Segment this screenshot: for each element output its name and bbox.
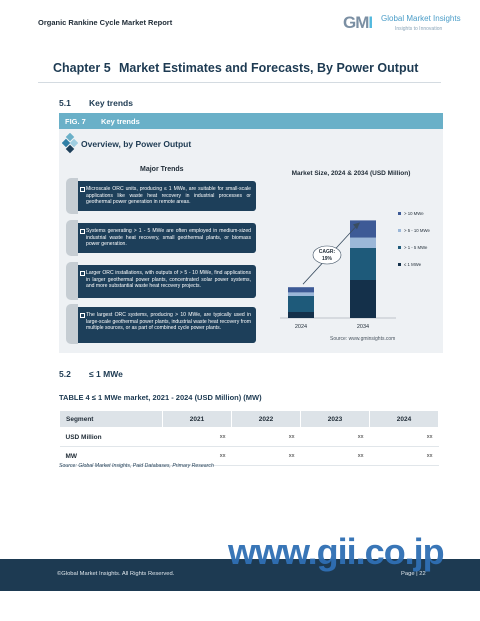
table-cell: USD Million (60, 428, 163, 447)
trend-tab (66, 178, 78, 214)
legend-swatch (398, 246, 401, 249)
trend-box: Microscale ORC units, producing ≤ 1 MWe, are suitable for small-scale applications like waste heat recovery in industrial processes or geothermal power generation in remote areas. (78, 181, 256, 211)
section-number: 5.1 (59, 98, 71, 108)
legend-label: ≤ 1 MWe (404, 262, 422, 267)
diamond-cluster-icon (62, 133, 78, 155)
trend-box: Larger ORC installations, with outputs of > 5 - 10 MWe, find applications in larger geothermal power plants, concentrated solar power systems, and more substantial waste heat recovery projects. (78, 265, 256, 298)
page-number: Page | 22 (401, 571, 426, 577)
copyright-text: ©Global Market Insights. All Rights Reserved. (57, 571, 175, 577)
table-cell: xx (301, 447, 370, 466)
section-title: Key trends (89, 98, 133, 108)
column-header: 2021 (163, 411, 232, 428)
x-tick-label: 2024 (294, 324, 308, 330)
trend-box: The largest ORC systems, producing > 10 MWe, are typically used in large-scale geothermal power plants, industrial waste heat recovery from multiple sources, or as part of combined cycle power plants. (78, 307, 256, 343)
logo-mark: GMI (343, 13, 373, 32)
chapter-heading (53, 61, 418, 75)
table-row (60, 428, 439, 447)
cagr-label: CAGR: (318, 249, 336, 255)
bar-segment (288, 296, 314, 312)
table-cell: xx (370, 428, 439, 447)
x-tick-label: 2034 (356, 324, 370, 330)
column-header: 2022 (232, 411, 301, 428)
overview-title: Overview, by Power Output (81, 139, 192, 149)
legend-label: > 10 MWe (404, 211, 424, 216)
report-title: Organic Rankine Cycle Market Report (38, 18, 173, 27)
watermark: www.gii.co.jp (228, 531, 444, 572)
market-table (59, 410, 439, 466)
legend-label: > 5 - 10 MWe (404, 228, 430, 233)
bar-segment (288, 312, 314, 318)
legend-swatch (398, 263, 401, 266)
section-heading-5-1 (59, 98, 133, 108)
major-trends-title: Major Trends (140, 166, 184, 173)
legend-label: > 1 - 5 MWe (404, 245, 428, 250)
bar-segment (288, 292, 314, 296)
table-cell: MW (60, 447, 163, 466)
legend-swatch (398, 212, 401, 215)
trend-box: Systems generating > 1 - 5 MWe are often employed in medium-sized industrial waste heat recovery, small geothermal plants, or biomass power generation. (78, 223, 256, 253)
table-cell: xx (232, 428, 301, 447)
trend-tab (66, 304, 78, 344)
bar-segment (350, 238, 376, 248)
trend-tab (66, 220, 78, 256)
table-cell: xx (232, 447, 301, 466)
table-cell: xx (301, 428, 370, 447)
bar-segment (288, 287, 314, 292)
table-cell: xx (163, 428, 232, 447)
table-cell: xx (163, 447, 232, 466)
figure-title: Key trends (101, 117, 140, 126)
section-title: ≤ 1 MWe (89, 369, 123, 379)
divider (38, 82, 441, 83)
figure-label: FIG. 7 (65, 117, 86, 126)
table-title: TABLE 4 ≤ 1 MWe market, 2021 - 2024 (USD Million) (MW) (59, 393, 262, 402)
stacked-bar-chart (270, 185, 440, 335)
column-header: 2024 (370, 411, 439, 428)
trend-tab (66, 262, 78, 300)
column-header: Segment (60, 411, 163, 428)
logo-tagline: Insights to Innovation (395, 26, 443, 32)
chart-title: Market Size, 2024 & 2034 (USD Million) (291, 170, 411, 177)
section-heading-5-2 (59, 369, 123, 379)
figure-header (59, 113, 443, 129)
cagr-value: 19% (321, 256, 333, 262)
table-header-row (60, 411, 439, 428)
bar-segment (350, 280, 376, 318)
section-number: 5.2 (59, 369, 71, 379)
table-source: Source: Global Market Insights, Paid Databases, Primary Research (59, 463, 214, 469)
chapter-title: Market Estimates and Forecasts, By Power Output (119, 61, 419, 75)
logo-name: Global Market Insights (381, 14, 461, 23)
chapter-number: Chapter 5 (53, 61, 111, 75)
bar-segment (350, 248, 376, 280)
figure-source: Source: www.gminsights.com (330, 336, 396, 342)
company-logo (343, 11, 463, 37)
table-cell: xx (370, 447, 439, 466)
legend-swatch (398, 229, 401, 232)
column-header: 2023 (301, 411, 370, 428)
